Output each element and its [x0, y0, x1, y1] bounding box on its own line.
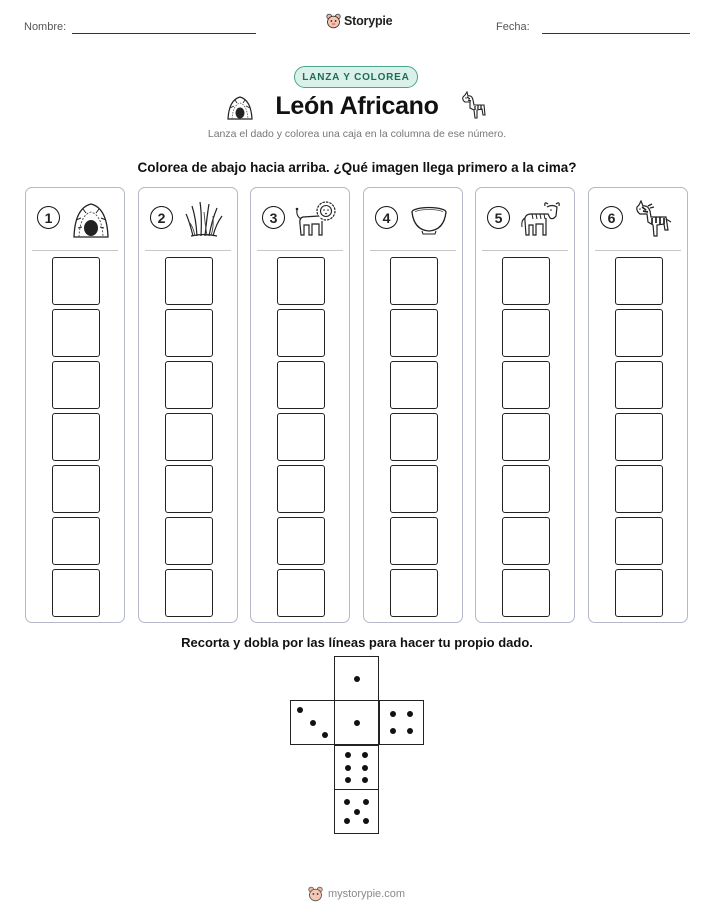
color-box[interactable]	[615, 257, 663, 305]
die-pip	[310, 720, 316, 726]
die-face	[290, 700, 335, 745]
column-number: 1	[37, 206, 60, 229]
die-pip	[362, 777, 368, 783]
color-box[interactable]	[615, 465, 663, 513]
wildebeest-icon	[520, 200, 562, 238]
die-pip	[344, 818, 350, 824]
color-box[interactable]	[277, 309, 325, 357]
page-title: León Africano	[275, 92, 439, 120]
die-instruction: Recorta y dobla por las líneas para hacer tu propio dado.	[181, 635, 533, 650]
bowl-icon	[408, 200, 450, 238]
color-box[interactable]	[165, 309, 213, 357]
name-label: Nombre:	[24, 21, 67, 33]
die-pip	[363, 799, 369, 805]
color-box[interactable]	[52, 309, 100, 357]
column-1	[25, 187, 125, 623]
grass-icon	[183, 200, 225, 238]
color-box[interactable]	[615, 361, 663, 409]
column-2	[138, 187, 238, 623]
color-box[interactable]	[277, 465, 325, 513]
column-3	[250, 187, 350, 623]
coloring-instruction: Colorea de abajo hacia arriba. ¿Qué imagen llega primero a la cima?	[137, 160, 577, 175]
name-line[interactable]	[72, 33, 256, 34]
die-pip	[345, 752, 351, 758]
date-label: Fecha:	[496, 21, 530, 33]
die-pip	[390, 711, 396, 717]
activity-badge: LANZA Y COLOREA	[294, 66, 418, 88]
color-box[interactable]	[52, 257, 100, 305]
column-divider	[482, 250, 568, 251]
color-box[interactable]	[615, 569, 663, 617]
column-divider	[145, 250, 231, 251]
die-pip	[345, 765, 351, 771]
footer	[308, 886, 405, 902]
color-box[interactable]	[277, 569, 325, 617]
color-box[interactable]	[502, 465, 550, 513]
column-4	[363, 187, 463, 623]
die-face	[379, 700, 424, 745]
die-pip	[390, 728, 396, 734]
color-box[interactable]	[390, 361, 438, 409]
die-face	[334, 700, 379, 745]
color-box[interactable]	[277, 257, 325, 305]
column-header	[26, 200, 124, 240]
die-pip	[362, 765, 368, 771]
color-box[interactable]	[615, 517, 663, 565]
color-box[interactable]	[165, 257, 213, 305]
footer-url[interactable]: mystorypie.com	[328, 888, 406, 900]
color-box[interactable]	[52, 465, 100, 513]
color-box[interactable]	[390, 569, 438, 617]
color-box[interactable]	[165, 361, 213, 409]
color-box[interactable]	[502, 517, 550, 565]
column-header	[589, 200, 687, 240]
column-divider	[257, 250, 343, 251]
brand-name: Storypie	[344, 14, 393, 28]
lion-icon	[295, 200, 337, 238]
color-box[interactable]	[52, 361, 100, 409]
color-box[interactable]	[502, 413, 550, 461]
storypie-mascot-icon	[326, 13, 341, 29]
color-box[interactable]	[502, 361, 550, 409]
column-number: 6	[600, 206, 623, 229]
die-pip	[362, 752, 368, 758]
color-box[interactable]	[165, 517, 213, 565]
color-box[interactable]	[390, 517, 438, 565]
column-divider	[595, 250, 681, 251]
color-box[interactable]	[615, 309, 663, 357]
die-pip	[322, 732, 328, 738]
color-box[interactable]	[390, 465, 438, 513]
column-number: 2	[150, 206, 173, 229]
color-box[interactable]	[390, 309, 438, 357]
color-box[interactable]	[52, 413, 100, 461]
color-box[interactable]	[165, 569, 213, 617]
die-pip	[407, 711, 413, 717]
date-line[interactable]	[542, 33, 690, 34]
column-header	[364, 200, 462, 240]
column-number: 3	[262, 206, 285, 229]
column-header	[476, 200, 574, 240]
brand-logo	[326, 13, 392, 29]
zebra-icon	[458, 91, 488, 121]
color-box[interactable]	[165, 413, 213, 461]
column-header	[139, 200, 237, 240]
color-box[interactable]	[502, 309, 550, 357]
color-box[interactable]	[277, 361, 325, 409]
color-box[interactable]	[390, 413, 438, 461]
die-pip	[354, 720, 360, 726]
color-box[interactable]	[277, 517, 325, 565]
column-number: 4	[375, 206, 398, 229]
cave-icon	[70, 200, 112, 238]
color-box[interactable]	[502, 257, 550, 305]
color-box[interactable]	[390, 257, 438, 305]
color-box[interactable]	[502, 569, 550, 617]
color-box[interactable]	[52, 517, 100, 565]
page-subtitle: Lanza el dado y colorea una caja en la columna de ese número.	[207, 128, 507, 140]
column-number: 5	[487, 206, 510, 229]
column-divider	[32, 250, 118, 251]
storypie-mascot-icon	[308, 886, 323, 902]
die-pip	[407, 728, 413, 734]
die-pip	[297, 707, 303, 713]
die-pip	[354, 676, 360, 682]
color-box[interactable]	[277, 413, 325, 461]
zebra-icon	[633, 200, 675, 238]
die-pip	[363, 818, 369, 824]
die-face	[334, 789, 379, 834]
die-face	[334, 656, 379, 701]
column-divider	[370, 250, 456, 251]
die-face	[334, 745, 379, 790]
color-box[interactable]	[52, 569, 100, 617]
color-box[interactable]	[165, 465, 213, 513]
column-5	[475, 187, 575, 623]
color-box[interactable]	[615, 413, 663, 461]
column-header	[251, 200, 349, 240]
die-pip	[344, 799, 350, 805]
die-pip	[345, 777, 351, 783]
column-6	[588, 187, 688, 623]
die-pip	[354, 809, 360, 815]
